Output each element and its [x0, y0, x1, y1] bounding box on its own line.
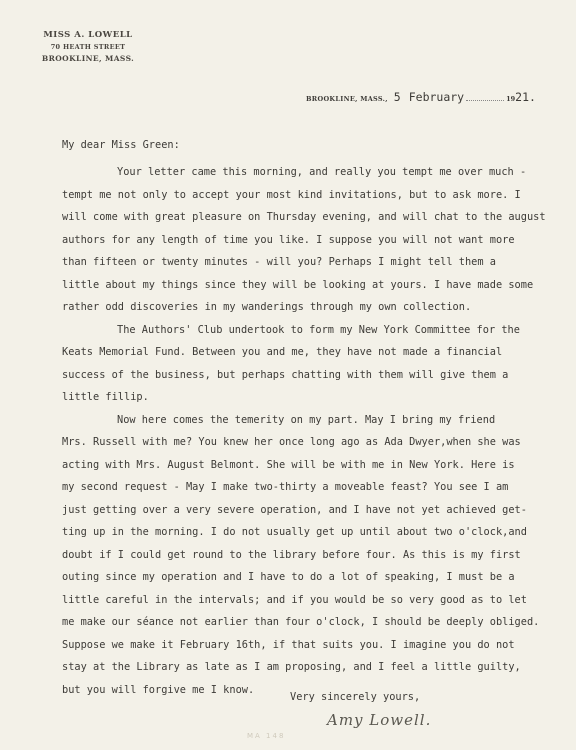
body-line: ting up in the morning. I do not usually get up until about two o'clock,and	[62, 526, 527, 538]
body-line: rather odd discoveries in my wanderings through my own collection.	[62, 301, 472, 313]
body-line: Suppose we make it February 16th, if that suits you. I imagine you do not	[62, 639, 515, 651]
body-line: Keats Memorial Fund. Between you and me, they have not made a financial	[62, 346, 503, 358]
dateline-year-suffix: 21.	[515, 90, 536, 104]
dateline-month: February	[408, 90, 465, 104]
body-line: acting with Mrs. August Belmont. She will be with me in New York. Here is	[62, 459, 515, 471]
dateline-city: BROOKLINE, MASS.,	[306, 95, 388, 103]
letterhead	[0, 30, 176, 63]
dateline-day: 5	[393, 90, 401, 104]
body-line: but you will forgive me I know.	[62, 684, 255, 696]
letterhead-city: BROOKLINE, MASS.	[41, 54, 135, 63]
body-line: will come with great pleasure on Thursday evening, and will chat to the august	[62, 211, 546, 223]
body-line: doubt if I could get round to the library before four. As this is my first	[62, 549, 521, 561]
body-line: little fillip.	[62, 391, 149, 403]
body-line: Now here comes the temerity on my part. May I bring my friend	[117, 414, 496, 426]
body-line: tempt me not only to accept your most kind invitations, but to ask more. I	[62, 189, 521, 201]
body-line: The Authors' Club undertook to form my New York Committee for the	[117, 324, 520, 336]
closing: Very sincerely yours,	[290, 691, 421, 703]
body-line: little careful in the intervals; and if you would be so very good as to let	[62, 594, 527, 606]
body-line: than fifteen or twenty minutes - will you? Perhaps I might tell them a	[62, 256, 496, 268]
signature: Amy Lowell.	[327, 711, 432, 729]
body-line: my second request - May I make two-thirty a moveable feast? You see I am	[62, 481, 509, 493]
dateline-year-prefix: 19	[506, 95, 516, 103]
dateline-dotted-rule	[466, 99, 504, 101]
body-line: Mrs. Russell with me? You knew her once long ago as Ada Dwyer,when she was	[62, 436, 521, 448]
body-line: Your letter came this morning, and really you tempt me over much -	[117, 166, 527, 178]
body-line: just getting over a very severe operation, and I have not yet achieved get-	[62, 504, 527, 516]
salutation: My dear Miss Green:	[62, 139, 180, 151]
dateline	[306, 90, 536, 104]
body-line: little about my things since they will be looking at yours. I have made some	[62, 279, 534, 291]
body-line: me make our séance not earlier than four o'clock, I should be deeply obliged.	[62, 616, 540, 628]
archive-stamp: MA 148	[247, 732, 286, 740]
body-line: authors for any length of time you like. I suppose you will not want more	[62, 234, 515, 246]
letterhead-name: MISS A. LOWELL	[43, 30, 133, 40]
body-line: outing since my operation and I have to do a lot of speaking, I must be a	[62, 571, 515, 583]
body-line: success of the business, but perhaps chatting with them will give them a	[62, 369, 509, 381]
body-line: stay at the Library as late as I am proposing, and I feel a little guilty,	[62, 661, 521, 673]
letterhead-street: 70 HEATH STREET	[50, 43, 126, 51]
